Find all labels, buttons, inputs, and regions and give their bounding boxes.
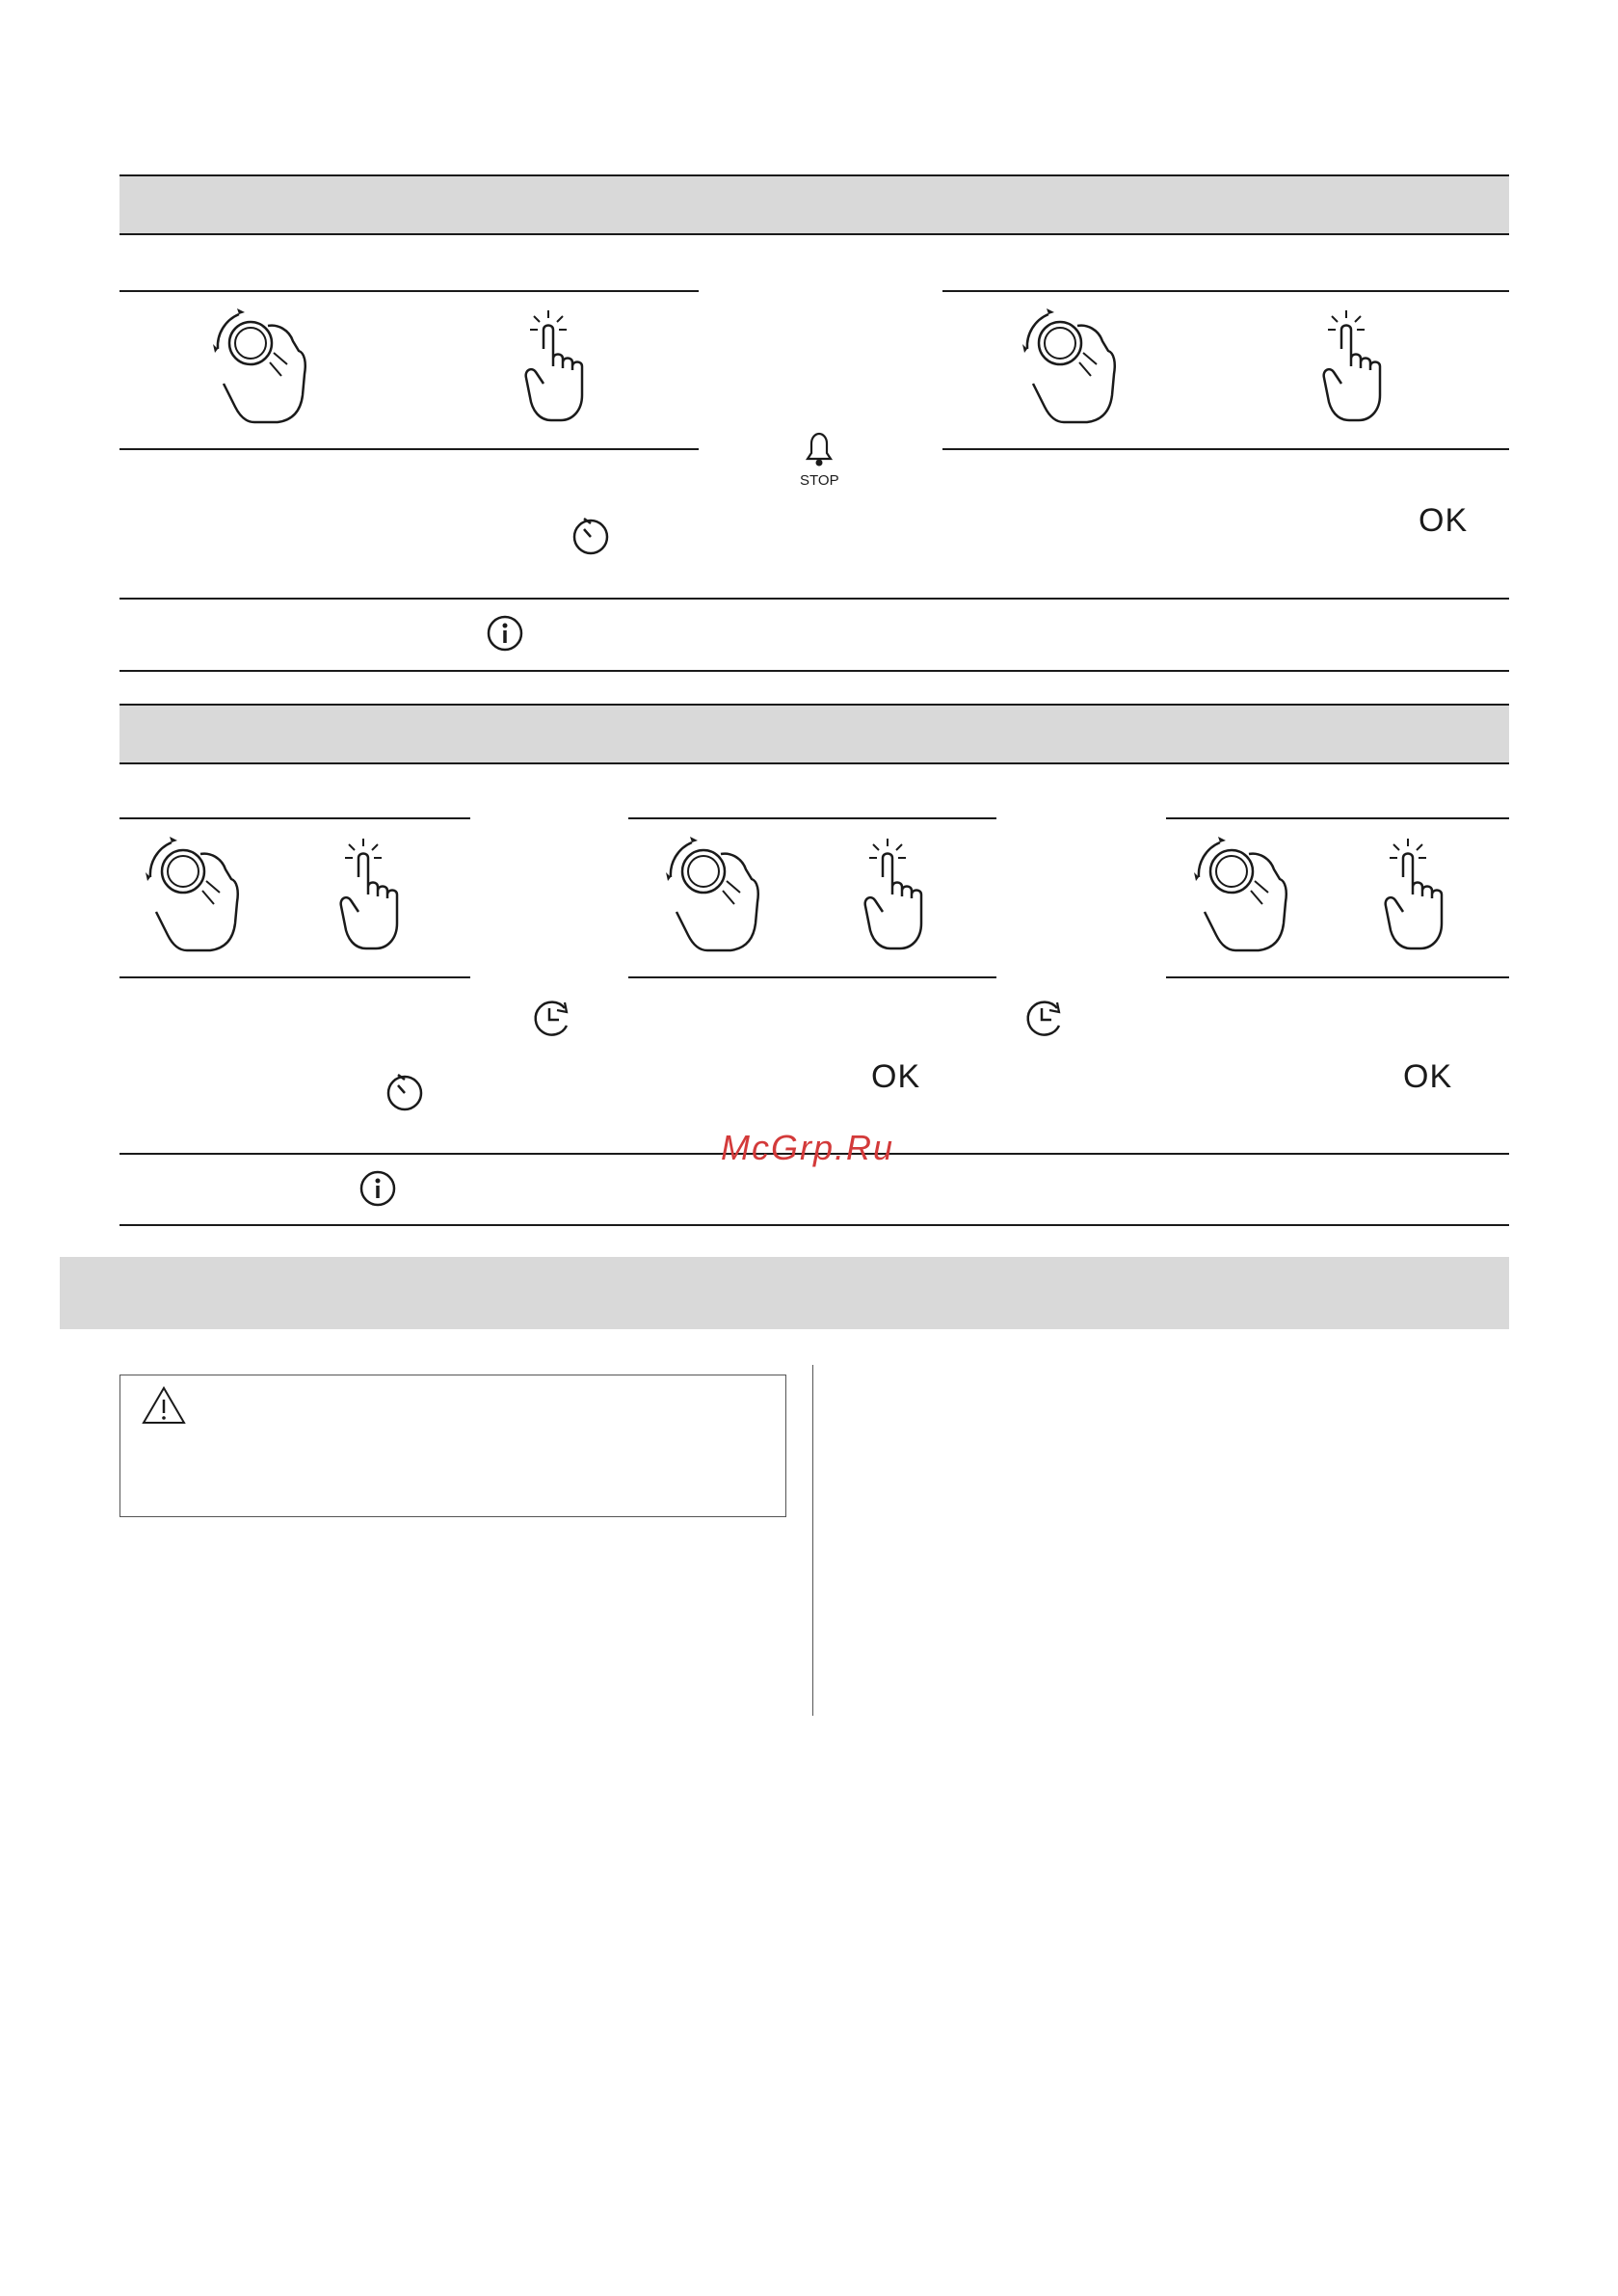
step-d-top-rule (628, 817, 996, 819)
warning-box (119, 1375, 786, 1517)
section3-header-band (60, 1257, 1509, 1329)
section2-info-bottom-rule (119, 1224, 1509, 1226)
step-d-bottom-rule (628, 976, 996, 978)
ok-label: OK (1419, 502, 1469, 539)
bell-stop-icon (802, 430, 836, 468)
finger-press-icon (858, 835, 935, 955)
column-divider (812, 1365, 813, 1716)
watermark: McGrp.Ru (721, 1128, 895, 1167)
finger-press-icon (1316, 307, 1393, 427)
knob-turn-icon (143, 835, 249, 955)
info-icon (486, 614, 524, 653)
delayed-start-icon (530, 997, 574, 1039)
knob-turn-icon (1191, 835, 1297, 955)
stop-label: STOP (800, 472, 839, 489)
step-e-bottom-rule (1166, 976, 1509, 978)
step-a-bottom-rule (119, 448, 699, 450)
knob-turn-icon (210, 307, 316, 427)
section1-header-top-rule (119, 174, 1509, 176)
section2-header-band (119, 705, 1509, 762)
step-e-top-rule (1166, 817, 1509, 819)
finger-press-icon (333, 835, 411, 955)
section1-info-bottom-rule (119, 670, 1509, 672)
section2-header-bottom-rule (119, 762, 1509, 764)
section2-header-top-rule (119, 704, 1509, 706)
delayed-start-icon (1022, 997, 1067, 1039)
step-b-bottom-rule (942, 448, 1509, 450)
timer-icon (571, 514, 610, 556)
knob-turn-icon (663, 835, 769, 955)
ok-label: OK (871, 1058, 921, 1095)
warning-icon (140, 1384, 188, 1427)
step-c-top-rule (119, 817, 470, 819)
finger-press-icon (1378, 835, 1455, 955)
section1-info-top-rule (119, 598, 1509, 600)
step-c-bottom-rule (119, 976, 470, 978)
knob-turn-icon (1020, 307, 1126, 427)
section1-header-bottom-rule (119, 233, 1509, 235)
ok-label: OK (1403, 1058, 1453, 1095)
section1-header-band (119, 175, 1509, 233)
step-a-top-rule (119, 290, 699, 292)
step-b-top-rule (942, 290, 1509, 292)
info-icon (358, 1169, 397, 1208)
timer-icon (385, 1070, 424, 1112)
finger-press-icon (518, 307, 596, 427)
